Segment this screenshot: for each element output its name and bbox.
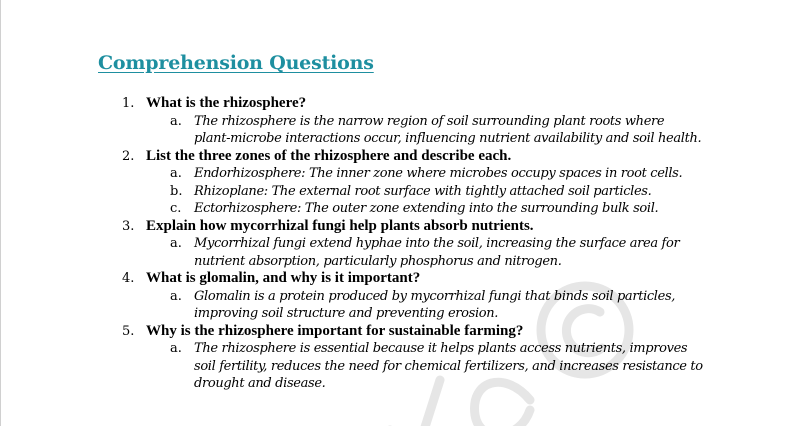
question-text: What is glomalin, and why is it important? <box>146 270 421 286</box>
answer-text: Mycorrhizal fungi extend hyphae into the soil, increasing the surface area for nutrient absorption, particularly phosphorus and nitrogen. <box>194 236 680 269</box>
answer-letter: a. <box>170 288 182 304</box>
question-number: 2. <box>122 148 135 164</box>
question-number: 3. <box>122 218 135 234</box>
answers-list <box>146 235 722 270</box>
answers-list <box>146 288 722 323</box>
question-number: 4. <box>122 271 135 286</box>
answer-letter: a. <box>170 113 182 129</box>
answer-item <box>146 113 722 148</box>
answer-letter: a. <box>170 236 182 251</box>
question-number: 1. <box>122 96 135 111</box>
answer-letter: a. <box>170 166 182 181</box>
answers-list <box>146 340 722 393</box>
answer-item <box>146 165 722 183</box>
answer-text: Ectorhizosphere: The outer zone extending into the surrounding bulk soil. <box>194 201 659 216</box>
answer-text: Rhizoplane: The external root surface with tightly attached soil particles. <box>194 183 652 199</box>
answer-text: The rhizosphere is the narrow region of soil surrounding plant roots where plant-microbe interactions occur, influencing nutrient availability and soil health. <box>194 113 702 146</box>
question-item <box>122 95 722 148</box>
question-item <box>122 270 722 323</box>
question-item <box>122 218 722 271</box>
page-edge <box>0 0 1 426</box>
question-item <box>122 323 722 393</box>
answer-letter: c. <box>170 201 182 216</box>
question-text: List the three zones of the rhizosphere and describe each. <box>146 147 512 164</box>
answer-text: Endorhizosphere: The inner zone where microbes occupy spaces in root cells. <box>194 166 683 181</box>
answer-item <box>146 288 722 323</box>
answer-item <box>146 235 722 270</box>
questions-list <box>122 95 722 393</box>
question-text: Explain how mycorrhizal fungi help plants absorb nutrients. <box>146 217 534 234</box>
answer-letter: a. <box>170 341 182 356</box>
answer-text: Glomalin is a protein produced by mycorrhizal fungi that binds soil particles, improving soil structure and preventing erosion. <box>194 288 676 321</box>
answer-item <box>146 200 722 218</box>
answers-list <box>146 165 722 218</box>
question-text: What is the rhizosphere? <box>146 95 307 111</box>
answer-letter: b. <box>170 183 183 199</box>
question-number: 5. <box>122 323 135 339</box>
answer-item <box>146 340 722 393</box>
answer-item <box>146 183 722 201</box>
question-text: Why is the rhizosphere important for sustainable farming? <box>146 322 524 339</box>
page-title: Comprehension Questions <box>98 52 374 74</box>
answers-list <box>146 113 722 148</box>
question-item <box>122 148 722 218</box>
answer-text: The rhizosphere is essential because it helps plants access nutrients, improves soil fertility, reduces the need for chemical fertilizers, and increases resistance to drought and disease. <box>194 341 703 391</box>
